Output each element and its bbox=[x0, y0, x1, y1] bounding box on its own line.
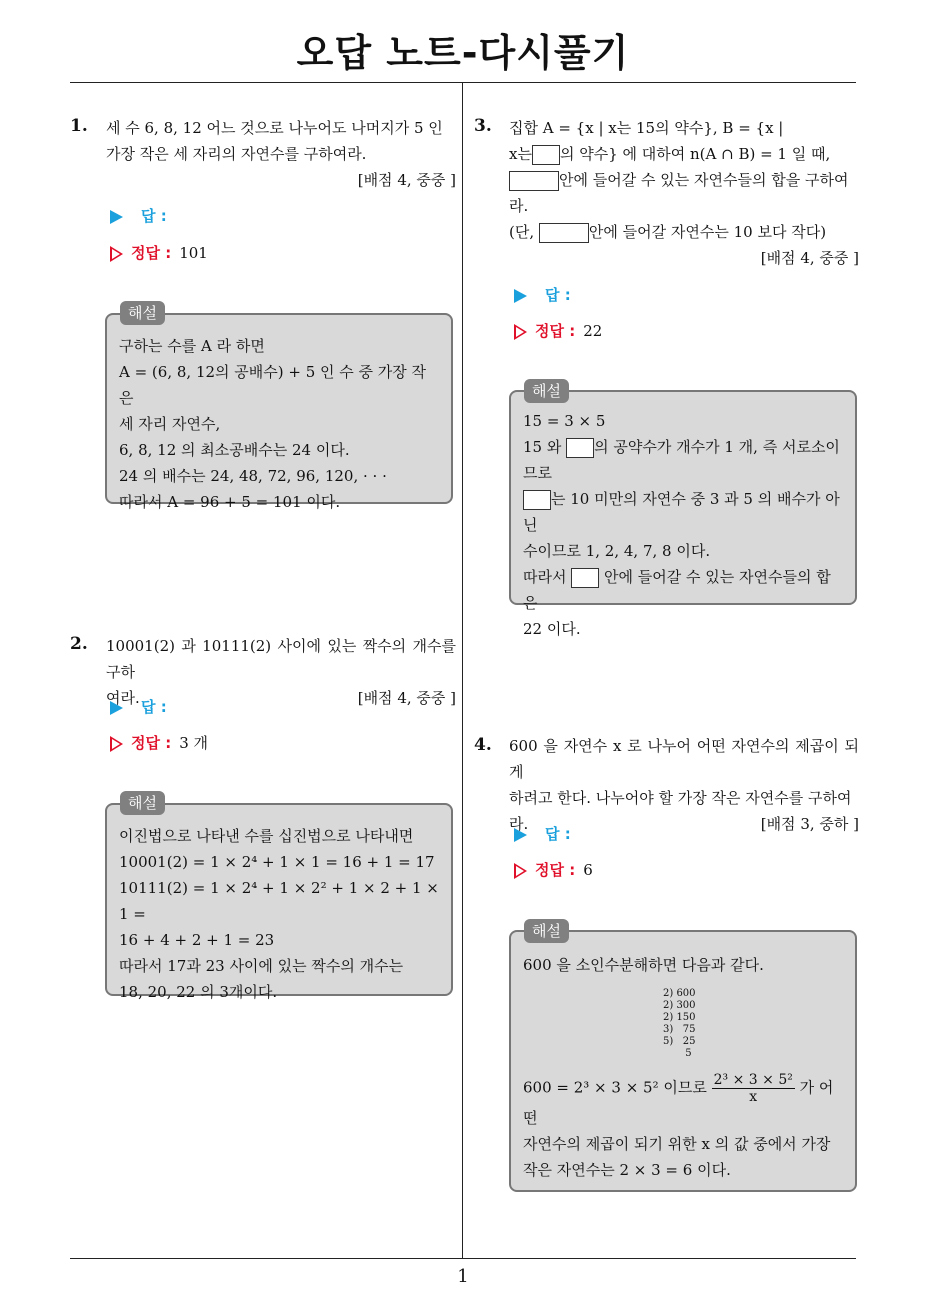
blank-box bbox=[571, 568, 599, 588]
explanation-box: 구하는 수를 A 라 하면 A = (6, 8, 12의 공배수) + 5 인 수 중 가장 작은 세 자리 자연수, 6, 8, 12 의 최소공배수는 24 이다. 24 의 배수는 24, 48, 72, 96, 120, · · · 따라서 A = 96 + 5 = 101 이다. bbox=[105, 313, 453, 504]
problem-number: 3. bbox=[474, 116, 492, 136]
play-arrow-icon bbox=[514, 289, 527, 303]
correct-answer: 정답 : 22 bbox=[514, 320, 602, 341]
column-divider bbox=[462, 83, 463, 1258]
fraction: $\frac{\text{2³ × 3 × 5²}}{x}$ bbox=[713, 1072, 793, 1105]
problem-text: 집합 A = {x | x는 15의 약수}, B = {x | x는 의 약수} 에 대하여 n(A ∩ B) = 1 일 때, 안에 들어갈 수 있는 자연수들의 합을 구하여 라. (단, 안에 들어갈 자연수는 10 보다 작다) [배점 4, 중중 ] bbox=[509, 115, 859, 271]
problem-text: 세 수 6, 8, 12 어느 것으로 나누어도 나머지가 5 인 가장 작은 세 자리의 자연수를 구하여라. [배점 4, 중중 ] bbox=[106, 115, 456, 193]
correct-answer: 정답 : 3 개 bbox=[110, 732, 208, 753]
play-arrow-icon bbox=[514, 828, 527, 842]
correct-answer: 정답 : 101 bbox=[110, 242, 208, 263]
top-rule bbox=[70, 82, 856, 83]
answer-field[interactable]: 답 : bbox=[110, 205, 167, 226]
problem-text: 600 을 자연수 x 로 나누어 어떤 자연수의 제곱이 되게 하려고 한다. 나누어야 할 가장 작은 자연수를 구하여 라. [배점 3, 중하 ] bbox=[509, 733, 859, 837]
blank-box bbox=[532, 145, 560, 165]
blank-box bbox=[523, 490, 551, 510]
outline-arrow-icon bbox=[110, 736, 123, 752]
score: [배점 3, 중하 ] bbox=[760, 815, 859, 833]
score: [배점 4, 중중 ] bbox=[357, 689, 456, 707]
explanation-box: 15 = 3 × 5 15 와 의 공약수가 개수가 1 개, 즉 서로소이 므로 는 10 미만의 자연수 중 3 과 5 의 배수가 아닌 수이므로 1, 2, 4, 7, 8 이다. 따라서 안에 들어갈 수 있는 자연수들의 합은 22 이다. bbox=[509, 390, 857, 605]
outline-arrow-icon bbox=[110, 246, 123, 262]
blank-box bbox=[566, 438, 594, 458]
page-number: 1 bbox=[457, 1266, 469, 1287]
explanation-box: 이진법으로 나타낸 수를 십진법으로 나타내면 10001(2) = 1 × 2⁴ + 1 × 1 = 16 + 1 = 17 10111(2) = 1 × 2⁴ + 1 × 2² + 1 × 2 + 1 × 1 = 16 + 4 + 2 + 1 = 23 따라서 17과 23 사이에 있는 짝수의 개수는 18, 20, 22 의 3개이다. bbox=[105, 803, 453, 996]
factorization-ladder: 2) 600 2) 300 2) 150 3) 75 5) 25 5 bbox=[663, 988, 696, 1059]
problem-number: 2. bbox=[70, 634, 88, 654]
bottom-rule bbox=[70, 1258, 856, 1259]
blank-box bbox=[539, 223, 589, 243]
play-arrow-icon bbox=[110, 210, 123, 224]
score: [배점 4, 중중 ] bbox=[357, 171, 456, 189]
page-title: 오답 노트-다시풀기 bbox=[296, 31, 630, 75]
explanation-tag: 해설 bbox=[120, 301, 165, 325]
blank-box bbox=[509, 171, 559, 191]
explanation-tag: 해설 bbox=[524, 379, 569, 403]
score: [배점 4, 중중 ] bbox=[760, 249, 859, 267]
correct-answer: 정답 : 6 bbox=[514, 859, 593, 880]
explanation-box: 600 을 소인수분해하면 다음과 같다. 2) 600 2) 300 2) 150 3) 75 5) 25 5 600 = 2³ × 3 × 5² 이므로 $\frac{\text{2³ × 3 × 5²}}{x}$ 가 어떤 자연수의 제곱이 되기 위한 x 의 값 중에서 가장 작은 자연수는 2 × 3 = 6 이다. bbox=[509, 930, 857, 1192]
answer-field[interactable]: 답 : bbox=[514, 284, 571, 305]
answer-field[interactable]: 답 : bbox=[514, 823, 571, 844]
outline-arrow-icon bbox=[514, 863, 527, 879]
explanation-tag: 해설 bbox=[120, 791, 165, 815]
explanation-tag: 해설 bbox=[524, 919, 569, 943]
answer-field[interactable]: 답 : bbox=[110, 696, 167, 717]
problem-number: 1. bbox=[70, 116, 88, 136]
problem-number: 4. bbox=[474, 735, 492, 755]
play-arrow-icon bbox=[110, 701, 123, 715]
problem-text: 10001(2) 과 10111(2) 사이에 있는 짝수의 개수를 구하 여라. [배점 4, 중중 ] bbox=[106, 633, 456, 711]
outline-arrow-icon bbox=[514, 324, 527, 340]
